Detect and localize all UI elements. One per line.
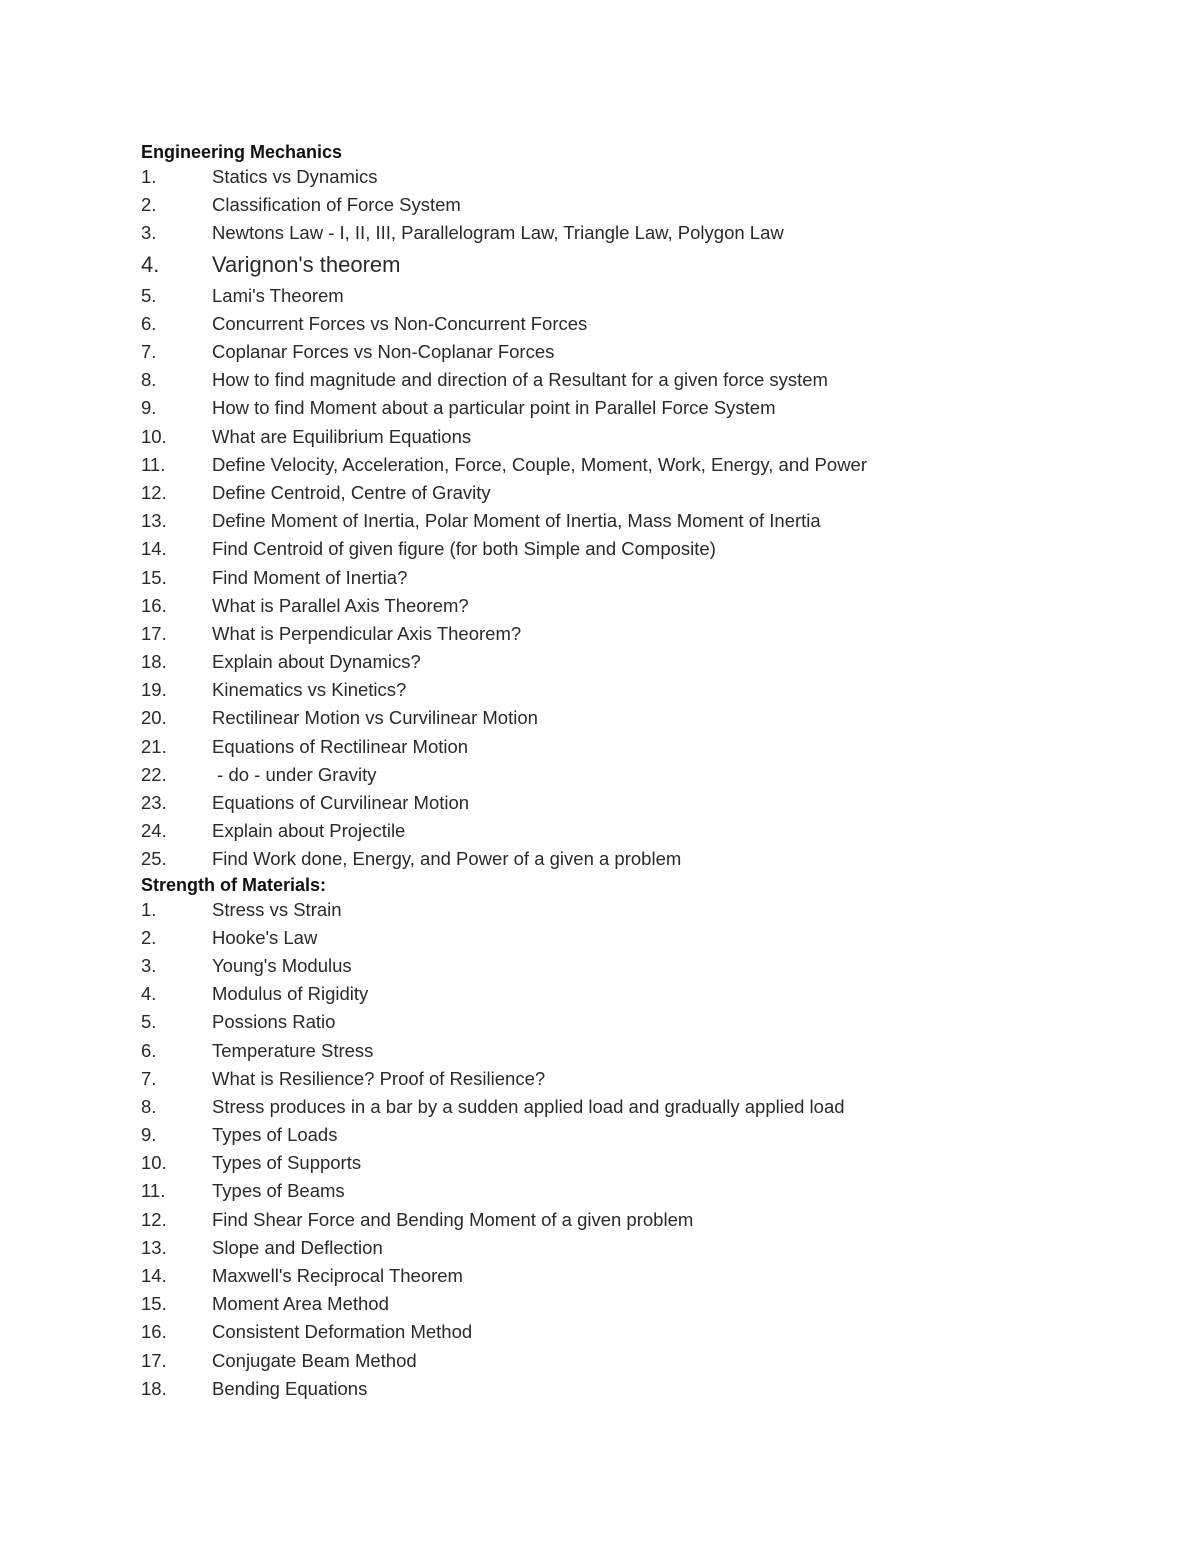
list-item	[141, 191, 1141, 219]
item-number: 8.	[141, 1095, 157, 1117]
item-number: 9.	[141, 1124, 157, 1146]
item-number: 6.	[141, 1039, 157, 1061]
list-item	[141, 980, 1141, 1008]
item-text: How to find Moment about a particular point in Parallel Force System	[212, 397, 776, 419]
item-text: Conjugate Beam Method	[212, 1349, 417, 1371]
item-number: 6.	[141, 312, 157, 334]
item-number: 16.	[141, 1321, 167, 1343]
item-text: Slope and Deflection	[212, 1236, 383, 1258]
item-text: - do - under Gravity	[212, 763, 377, 785]
list-item	[141, 1318, 1141, 1346]
item-number: 20.	[141, 707, 167, 729]
item-text: Possions Ratio	[212, 1011, 336, 1033]
list-item	[141, 676, 1141, 704]
list-item	[141, 733, 1141, 761]
item-number: 8.	[141, 369, 157, 391]
list-item	[141, 163, 1141, 191]
item-text: Explain about Dynamics?	[212, 651, 421, 673]
item-number: 19.	[141, 679, 167, 701]
item-text: Rectilinear Motion vs Curvilinear Motion	[212, 707, 538, 729]
item-number: 15.	[141, 566, 167, 588]
item-number: 24.	[141, 820, 167, 842]
list-item	[141, 1121, 1141, 1149]
item-number: 22.	[141, 763, 167, 785]
list-item	[141, 952, 1141, 980]
item-number: 2.	[141, 926, 157, 948]
item-text: Explain about Projectile	[212, 820, 406, 842]
list-item	[141, 248, 1141, 282]
item-text: Statics vs Dynamics	[212, 166, 378, 188]
list-item	[141, 394, 1141, 422]
item-text: Concurrent Forces vs Non-Concurrent Forces	[212, 312, 588, 334]
list-item	[141, 1177, 1141, 1205]
item-text: Define Centroid, Centre of Gravity	[212, 481, 491, 503]
list-item	[141, 896, 1141, 924]
item-text: Find Work done, Energy, and Power of a given a problem	[212, 848, 682, 870]
item-text: Coplanar Forces vs Non-Coplanar Forces	[212, 341, 555, 363]
item-text: What is Parallel Axis Theorem?	[212, 594, 469, 616]
list-item	[141, 366, 1141, 394]
list-item	[141, 789, 1141, 817]
list-item	[141, 620, 1141, 648]
item-text: Define Velocity, Acceleration, Force, Couple, Moment, Work, Energy, and Power	[212, 453, 867, 475]
item-text: Moment Area Method	[212, 1293, 389, 1315]
item-text: Maxwell's Reciprocal Theorem	[212, 1265, 463, 1287]
list-item	[141, 1065, 1141, 1093]
item-text: Kinematics vs Kinetics?	[212, 679, 407, 701]
list-item	[141, 845, 1141, 873]
list-item	[141, 1375, 1141, 1403]
item-number: 4.	[141, 251, 160, 277]
item-number: 1.	[141, 898, 157, 920]
item-text: Lami's Theorem	[212, 284, 344, 306]
item-number: 11.	[141, 453, 166, 475]
item-number: 3.	[141, 222, 157, 244]
list-item	[141, 924, 1141, 952]
item-number: 14.	[141, 1265, 167, 1287]
item-text: Newtons Law - I, II, III, Parallelogram Law, Triangle Law, Polygon Law	[212, 222, 784, 244]
item-text: Temperature Stress	[212, 1039, 374, 1061]
item-number: 13.	[141, 510, 167, 532]
item-number: 13.	[141, 1236, 167, 1258]
item-number: 1.	[141, 166, 157, 188]
item-text: Find Centroid of given figure (for both Simple and Composite)	[212, 538, 716, 560]
item-number: 10.	[141, 425, 167, 447]
list-item	[141, 592, 1141, 620]
item-text: Young's Modulus	[212, 954, 352, 976]
item-text: Modulus of Rigidity	[212, 983, 369, 1005]
item-text: Types of Beams	[212, 1180, 345, 1202]
item-text: Find Moment of Inertia?	[212, 566, 408, 588]
item-number: 18.	[141, 651, 167, 673]
item-number: 10.	[141, 1152, 167, 1174]
list-item	[141, 1093, 1141, 1121]
section-title-strength-of-materials: Strength of Materials:	[141, 874, 327, 895]
item-text: Hooke's Law	[212, 926, 318, 948]
item-number: 14.	[141, 538, 167, 560]
list-item	[141, 338, 1141, 366]
item-number: 11.	[141, 1180, 166, 1202]
list-item	[141, 219, 1141, 247]
list-item	[141, 479, 1141, 507]
list-item	[141, 817, 1141, 845]
list-item	[141, 423, 1141, 451]
item-number: 7.	[141, 1067, 157, 1089]
item-text: Define Moment of Inertia, Polar Moment of Inertia, Mass Moment of Inertia	[212, 510, 821, 532]
item-text: Types of Supports	[212, 1152, 362, 1174]
item-text: What is Perpendicular Axis Theorem?	[212, 622, 522, 644]
item-number: 16.	[141, 594, 167, 616]
topic-list-strength-of-materials	[141, 896, 1141, 1403]
item-text: Find Shear Force and Bending Moment of a given problem	[212, 1208, 694, 1230]
list-item	[141, 648, 1141, 676]
section-title-engineering-mechanics: Engineering Mechanics	[141, 142, 343, 162]
document-page	[141, 141, 1141, 1403]
item-number: 25.	[141, 848, 167, 870]
item-text: Varignon's theorem	[212, 251, 401, 277]
item-text: Stress produces in a bar by a sudden applied load and gradually applied load	[212, 1095, 845, 1117]
item-number: 3.	[141, 954, 157, 976]
list-item	[141, 1036, 1141, 1064]
list-item	[141, 282, 1141, 310]
item-number: 17.	[141, 622, 167, 644]
item-number: 5.	[141, 284, 157, 306]
item-number: 12.	[141, 1208, 167, 1230]
item-number: 9.	[141, 397, 157, 419]
list-item	[141, 535, 1141, 563]
item-text: Types of Loads	[212, 1124, 338, 1146]
item-number: 18.	[141, 1377, 167, 1399]
list-item	[141, 507, 1141, 535]
list-item	[141, 563, 1141, 591]
item-text: Bending Equations	[212, 1377, 368, 1399]
item-text: Classification of Force System	[212, 194, 461, 216]
item-number: 7.	[141, 341, 157, 363]
topic-list-engineering-mechanics	[141, 163, 1141, 874]
item-number: 5.	[141, 1011, 157, 1033]
item-number: 21.	[141, 735, 167, 757]
list-item	[141, 1008, 1141, 1036]
item-number: 17.	[141, 1349, 167, 1371]
list-item	[141, 1234, 1141, 1262]
item-text: Equations of Curvilinear Motion	[212, 792, 470, 814]
item-text: What is Resilience? Proof of Resilience?	[212, 1067, 546, 1089]
list-item	[141, 1206, 1141, 1234]
item-number: 2.	[141, 194, 157, 216]
item-number: 15.	[141, 1293, 167, 1315]
item-number: 23.	[141, 792, 167, 814]
list-item	[141, 704, 1141, 732]
list-item	[141, 1347, 1141, 1375]
list-item	[141, 1149, 1141, 1177]
list-item	[141, 761, 1141, 789]
list-item	[141, 310, 1141, 338]
item-text: Equations of Rectilinear Motion	[212, 735, 469, 757]
item-text: How to find magnitude and direction of a Resultant for a given force system	[212, 369, 828, 391]
list-item	[141, 1262, 1141, 1290]
list-item	[141, 1290, 1141, 1318]
item-text: What are Equilibrium Equations	[212, 425, 472, 447]
list-item	[141, 451, 1141, 479]
item-text: Stress vs Strain	[212, 898, 342, 920]
item-number: 4.	[141, 983, 157, 1005]
item-text: Consistent Deformation Method	[212, 1321, 473, 1343]
item-number: 12.	[141, 481, 167, 503]
